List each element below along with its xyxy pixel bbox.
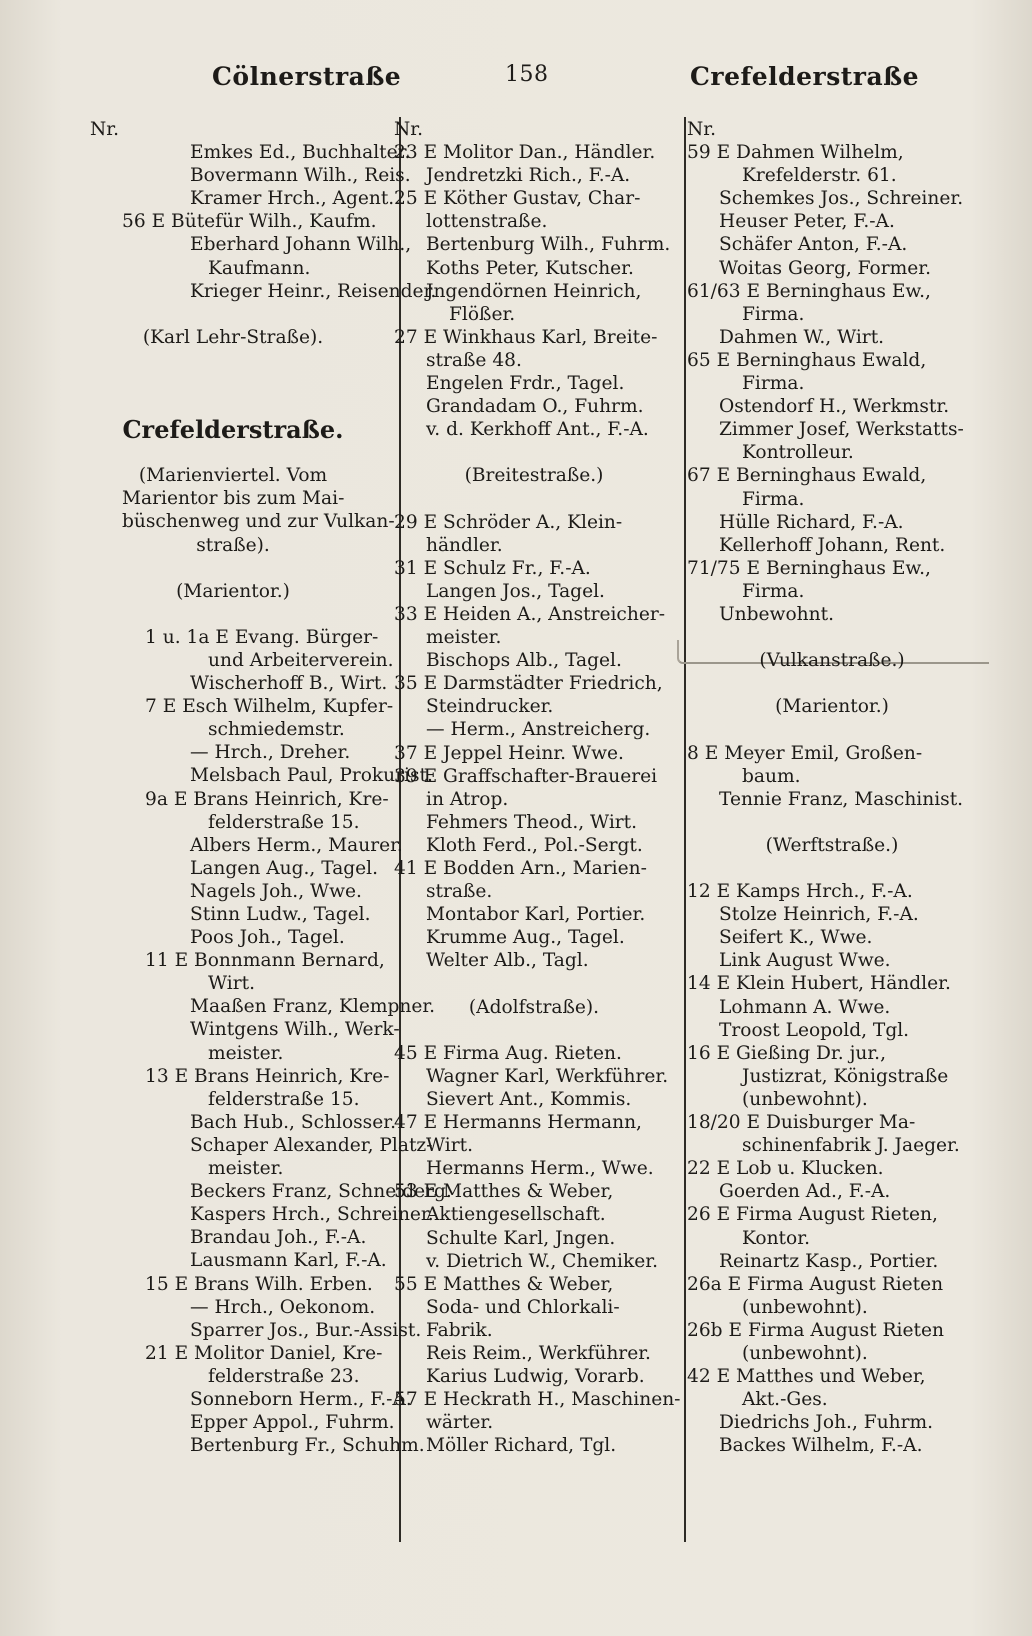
section-heading: (Vulkanstraße.): [759, 650, 905, 672]
directory-entry: 61/63 E Berninghaus Ew.,: [687, 280, 931, 302]
spacer: [384, 488, 684, 511]
directory-entry: 25 E Köther Gustav, Char-: [394, 188, 641, 210]
directory-entry: Nr.: [687, 119, 717, 140]
section-heading: (Marientor.): [176, 580, 290, 602]
directory-entry: 26a E Firma August Rieten: [687, 1273, 944, 1295]
section-heading: (Breitestraße.): [464, 465, 604, 487]
directory-entry: Grandadam O., Fuhrm.: [426, 396, 644, 418]
directory-entry: v. d. Kerkhoff Ant., F.-A.: [426, 419, 649, 441]
directory-entry: 29 E Schröder A., Klein-: [394, 511, 623, 533]
column-2: [384, 118, 684, 1457]
directory-entry: Firma.: [742, 488, 805, 510]
directory-entry: — Herm., Anstreicherg.: [426, 719, 651, 741]
directory-entry: Seifert K., Wwe.: [719, 927, 873, 949]
directory-entry: Wischerhoff B., Wirt.: [190, 673, 388, 695]
directory-entry: felderstraße 15.: [208, 811, 360, 833]
section-heading: (Marientor.): [775, 696, 889, 718]
directory-entry: 47 E Hermanns Hermann,: [394, 1112, 642, 1134]
directory-entry: Fabrik.: [426, 1319, 493, 1341]
directory-entry: Schäfer Anton, F.-A.: [719, 234, 908, 256]
directory-entry: 23 E Molitor Dan., Händler.: [394, 142, 656, 164]
directory-entry: Tennie Franz, Maschinist.: [719, 788, 964, 810]
directory-entry: 1 u. 1a E Evang. Bürger-: [145, 626, 379, 648]
directory-entry: 53 E Matthes & Weber,: [394, 1181, 614, 1203]
directory-entry: Emkes Ed., Buchhalter.: [190, 142, 411, 164]
directory-entry: 22 E Lob u. Klucken.: [687, 1158, 884, 1180]
page-number: 158: [505, 62, 549, 87]
directory-entry: meister.: [426, 627, 502, 649]
directory-entry: Wirt.: [426, 1135, 474, 1157]
directory-entry: Jngendörnen Heinrich,: [426, 280, 642, 302]
directory-entry: Kramer Hrch., Agent.: [190, 188, 395, 210]
directory-entry: 7 E Esch Wilhelm, Kupfer-: [145, 696, 394, 718]
directory-entry: schinenfabrik J. Jaeger.: [742, 1135, 960, 1157]
directory-entry: 13 E Brans Heinrich, Kre-: [145, 1065, 390, 1087]
directory-entry: Sparrer Jos., Bur.-Assist.: [190, 1319, 422, 1341]
spacer: [80, 303, 386, 326]
directory-entry: 15 E Brans Wilh. Erben.: [145, 1273, 373, 1295]
directory-entry: Langen Aug., Tagel.: [190, 857, 379, 879]
directory-entry: Brandau Joh., F.-A.: [190, 1227, 367, 1249]
directory-entry: (unbewohnt).: [742, 1342, 868, 1364]
directory-entry: 59 E Dahmen Wilhelm,: [687, 142, 904, 164]
directory-entry: 27 E Winkhaus Karl, Breite-: [394, 326, 658, 348]
directory-entry: Justizrat, Königstraße: [742, 1065, 949, 1087]
directory-entry: Epper Appol., Fuhrm.: [190, 1412, 395, 1434]
directory-entry: Akt.-Ges.: [742, 1389, 828, 1411]
directory-entry: Schemkes Jos., Schreiner.: [719, 188, 964, 210]
directory-entry: (unbewohnt).: [742, 1088, 868, 1110]
directory-entry: 45 E Firma Aug. Rieten.: [394, 1042, 622, 1064]
directory-entry: Ostendorf H., Werkmstr.: [719, 396, 950, 418]
section-heading: (Adolfstraße).: [468, 996, 600, 1018]
directory-entry: Steindrucker.: [426, 696, 554, 718]
directory-entry: 8 E Meyer Emil, Großen-: [687, 742, 923, 764]
spacer: [677, 857, 987, 880]
spacer: [80, 441, 386, 464]
running-header-right: Crefelderstraße: [690, 62, 920, 91]
directory-entry: und Arbeiterverein.: [208, 649, 394, 671]
section-heading: (Werftstraße.): [765, 834, 899, 856]
directory-entry: Nr.: [90, 119, 120, 140]
directory-entry: Nr.: [394, 119, 424, 140]
directory-entry: 37 E Jeppel Heinr. Wwe.: [394, 742, 624, 764]
directory-entry: Fehmers Theod., Wirt.: [426, 811, 638, 833]
directory-entry: 14 E Klein Hubert, Händler.: [687, 973, 951, 995]
spacer: [384, 441, 684, 464]
directory-entry: Albers Herm., Maurer.: [190, 834, 403, 856]
directory-entry: Aktiengesellschaft.: [426, 1204, 606, 1226]
directory-entry: Langen Jos., Tagel.: [426, 580, 605, 602]
directory-entry: Kellerhoff Johann, Rent.: [719, 534, 946, 556]
directory-entry: Melsbach Paul, Prokurist.: [190, 765, 433, 787]
directory-entry: lottenstraße.: [426, 211, 548, 233]
directory-entry: 55 E Matthes & Weber,: [394, 1273, 614, 1295]
directory-entry: Eberhard Johann Wilh.,: [190, 234, 412, 256]
directory-entry: Bertenburg Wilh., Fuhrm.: [426, 234, 671, 256]
spacer: [677, 718, 987, 741]
spacer: [80, 603, 386, 626]
directory-entry: 9a E Brans Heinrich, Kre-: [145, 788, 389, 810]
directory-entry: 12 E Kamps Hrch., F.-A.: [687, 881, 913, 903]
directory-entry: 11 E Bonnmann Bernard,: [145, 950, 385, 972]
directory-entry: Dahmen W., Wirt.: [719, 326, 885, 348]
directory-entry: Reis Reim., Werkführer.: [426, 1342, 651, 1364]
directory-entry: Link August Wwe.: [719, 950, 891, 972]
directory-entry: Maaßen Franz, Klempner.: [190, 996, 436, 1018]
directory-entry: Karius Ludwig, Vorarb.: [426, 1366, 645, 1388]
directory-entry: meister.: [208, 1158, 284, 1180]
directory-entry: Schaper Alexander, Platz-: [190, 1134, 433, 1156]
section-heading: Crefelderstraße.: [122, 415, 344, 445]
running-header-left: Cölnerstraße: [212, 62, 402, 91]
directory-entry: Möller Richard, Tgl.: [426, 1435, 617, 1457]
spacer: [80, 557, 386, 580]
section-heading: (Karl Lehr-Straße).: [142, 326, 324, 348]
directory-entry: (unbewohnt).: [742, 1296, 868, 1318]
directory-entry: Wintgens Wilh., Werk-: [190, 1019, 400, 1041]
directory-entry: Kaspers Hrch., Schreiner.: [190, 1204, 434, 1226]
spacer: [677, 811, 987, 834]
section-heading: straße).: [196, 534, 270, 556]
directory-entry: Kaufmann.: [208, 257, 311, 279]
spacer: [384, 972, 684, 995]
directory-entry: händler.: [426, 534, 503, 556]
directory-entry: Flößer.: [449, 303, 516, 325]
directory-entry: in Atrop.: [426, 788, 509, 810]
directory-entry: Nagels Joh., Wwe.: [190, 880, 362, 902]
directory-entry: 26b E Firma August Rieten: [687, 1319, 944, 1341]
directory-entry: Troost Leopold, Tgl.: [719, 1019, 910, 1041]
directory-entry: Krieger Heinr., Reisender.: [190, 280, 437, 302]
directory-entry: Backes Wilhelm, F.-A.: [719, 1435, 923, 1457]
directory-entry: Bovermann Wilh., Reis.: [190, 165, 411, 187]
directory-entry: 41 E Bodden Arn., Marien-: [394, 858, 647, 879]
directory-entry: wärter.: [426, 1412, 494, 1434]
directory-entry: 67 E Berninghaus Ewald,: [687, 465, 927, 487]
directory-entry: Montabor Karl, Portier.: [426, 904, 646, 926]
directory-entry: 39 E Graffschafter-Brauerei: [394, 765, 658, 787]
directory-entry: Firma.: [742, 580, 805, 602]
directory-entry: Zimmer Josef, Werkstatts-: [719, 419, 964, 441]
section-heading: (Marienviertel. Vom: [138, 465, 328, 487]
directory-entry: Krumme Aug., Tagel.: [426, 927, 625, 949]
directory-entry: 35 E Darmstädter Friedrich,: [394, 673, 663, 695]
directory-entry: Engelen Frdr., Tagel.: [426, 373, 625, 395]
directory-entry: Firma.: [742, 373, 805, 395]
directory-entry: 33 E Heiden A., Anstreicher-: [394, 603, 665, 625]
directory-entry: Hülle Richard, F.-A.: [719, 511, 904, 533]
directory-entry: Bertenburg Fr., Schuhm.: [190, 1435, 425, 1457]
directory-entry: meister.: [208, 1042, 284, 1064]
spacer: [80, 349, 386, 395]
directory-entry: Schulte Karl, Jngen.: [426, 1227, 616, 1249]
directory-entry: Bach Hub., Schlosser.: [190, 1111, 396, 1133]
directory-entry: Lausmann Karl, F.-A.: [190, 1250, 387, 1272]
directory-entry: Welter Alb., Tagl.: [426, 950, 589, 972]
directory-entry: 65 E Berninghaus Ewald,: [687, 349, 927, 371]
directory-entry: 21 E Molitor Daniel, Kre-: [145, 1342, 383, 1364]
directory-entry: Koths Peter, Kutscher.: [426, 257, 634, 279]
spacer: [677, 626, 987, 649]
directory-entry: Reinartz Kasp., Portier.: [719, 1250, 939, 1272]
directory-entry: felderstraße 23.: [208, 1365, 360, 1387]
directory-entry: Sonneborn Herm., F.-A.: [190, 1388, 412, 1410]
directory-entry: Hermanns Herm., Wwe.: [426, 1158, 654, 1180]
directory-entry: — Hrch., Dreher.: [190, 742, 351, 764]
directory-entry: büschenweg und zur Vulkan-: [122, 511, 395, 533]
directory-entry: Diedrichs Joh., Fuhrm.: [719, 1412, 934, 1434]
directory-entry: Kloth Ferd., Pol.-Sergt.: [426, 834, 643, 856]
directory-entry: 42 E Matthes und Weber,: [687, 1366, 926, 1388]
directory-entry: Stolze Heinrich, F.-A.: [719, 904, 919, 926]
directory-entry: Unbewohnt.: [719, 603, 834, 625]
column-1: [80, 118, 452, 1457]
directory-entry: 31 E Schulz Fr., F.-A.: [394, 557, 591, 579]
directory-entry: Jendretzki Rich., F.-A.: [426, 165, 631, 187]
directory-entry: Lohmann A. Wwe.: [719, 996, 891, 1018]
directory-entry: straße.: [426, 881, 493, 903]
directory-entry: Woitas Georg, Former.: [719, 257, 932, 279]
directory-entry: Stinn Ludw., Tagel.: [190, 904, 371, 925]
directory-entry: Goerden Ad., F.-A.: [719, 1181, 891, 1203]
directory-entry: 26 E Firma August Rieten,: [687, 1204, 938, 1226]
directory-entry: Firma.: [742, 303, 805, 325]
directory-entry: Poos Joh., Tagel.: [190, 927, 345, 949]
directory-entry: Wagner Karl, Werkführer.: [426, 1065, 669, 1087]
directory-entry: Beckers Franz, Schneiderg.: [190, 1181, 452, 1203]
directory-entry: Soda- und Chlorkali-: [426, 1296, 620, 1318]
column-3: [677, 118, 987, 1457]
directory-entry: — Hrch., Oekonom.: [190, 1296, 376, 1318]
directory-entry: Bischops Alb., Tagel.: [426, 650, 622, 672]
spacer: [677, 672, 987, 695]
directory-entry: Kontrolleur.: [742, 442, 854, 464]
directory-entry: felderstraße 15.: [208, 1088, 360, 1110]
spacer: [384, 1019, 684, 1042]
directory-entry: Heuser Peter, F.-A.: [719, 211, 895, 233]
directory-entry: Kontor.: [742, 1227, 810, 1249]
directory-entry: v. Dietrich W., Chemiker.: [426, 1250, 658, 1272]
directory-entry: Marientor bis zum Mai-: [122, 488, 345, 510]
directory-entry: 56 E Bütefür Wilh., Kaufm.: [122, 211, 377, 233]
directory-entry: Krefelderstr. 61.: [742, 165, 897, 187]
directory-entry: 57 E Heckrath H., Maschinen-: [394, 1389, 681, 1411]
directory-entry: schmiedemstr.: [208, 719, 345, 741]
directory-entry: 18/20 E Duisburger Ma-: [687, 1112, 916, 1134]
directory-entry: 71/75 E Berninghaus Ew.,: [687, 557, 931, 579]
directory-entry: baum.: [742, 765, 801, 787]
directory-entry: 16 E Gießing Dr. jur.,: [687, 1042, 886, 1064]
directory-entry: Sievert Ant., Kommis.: [426, 1088, 632, 1110]
directory-entry: Wirt.: [208, 973, 256, 995]
directory-entry: straße 48.: [426, 349, 522, 371]
